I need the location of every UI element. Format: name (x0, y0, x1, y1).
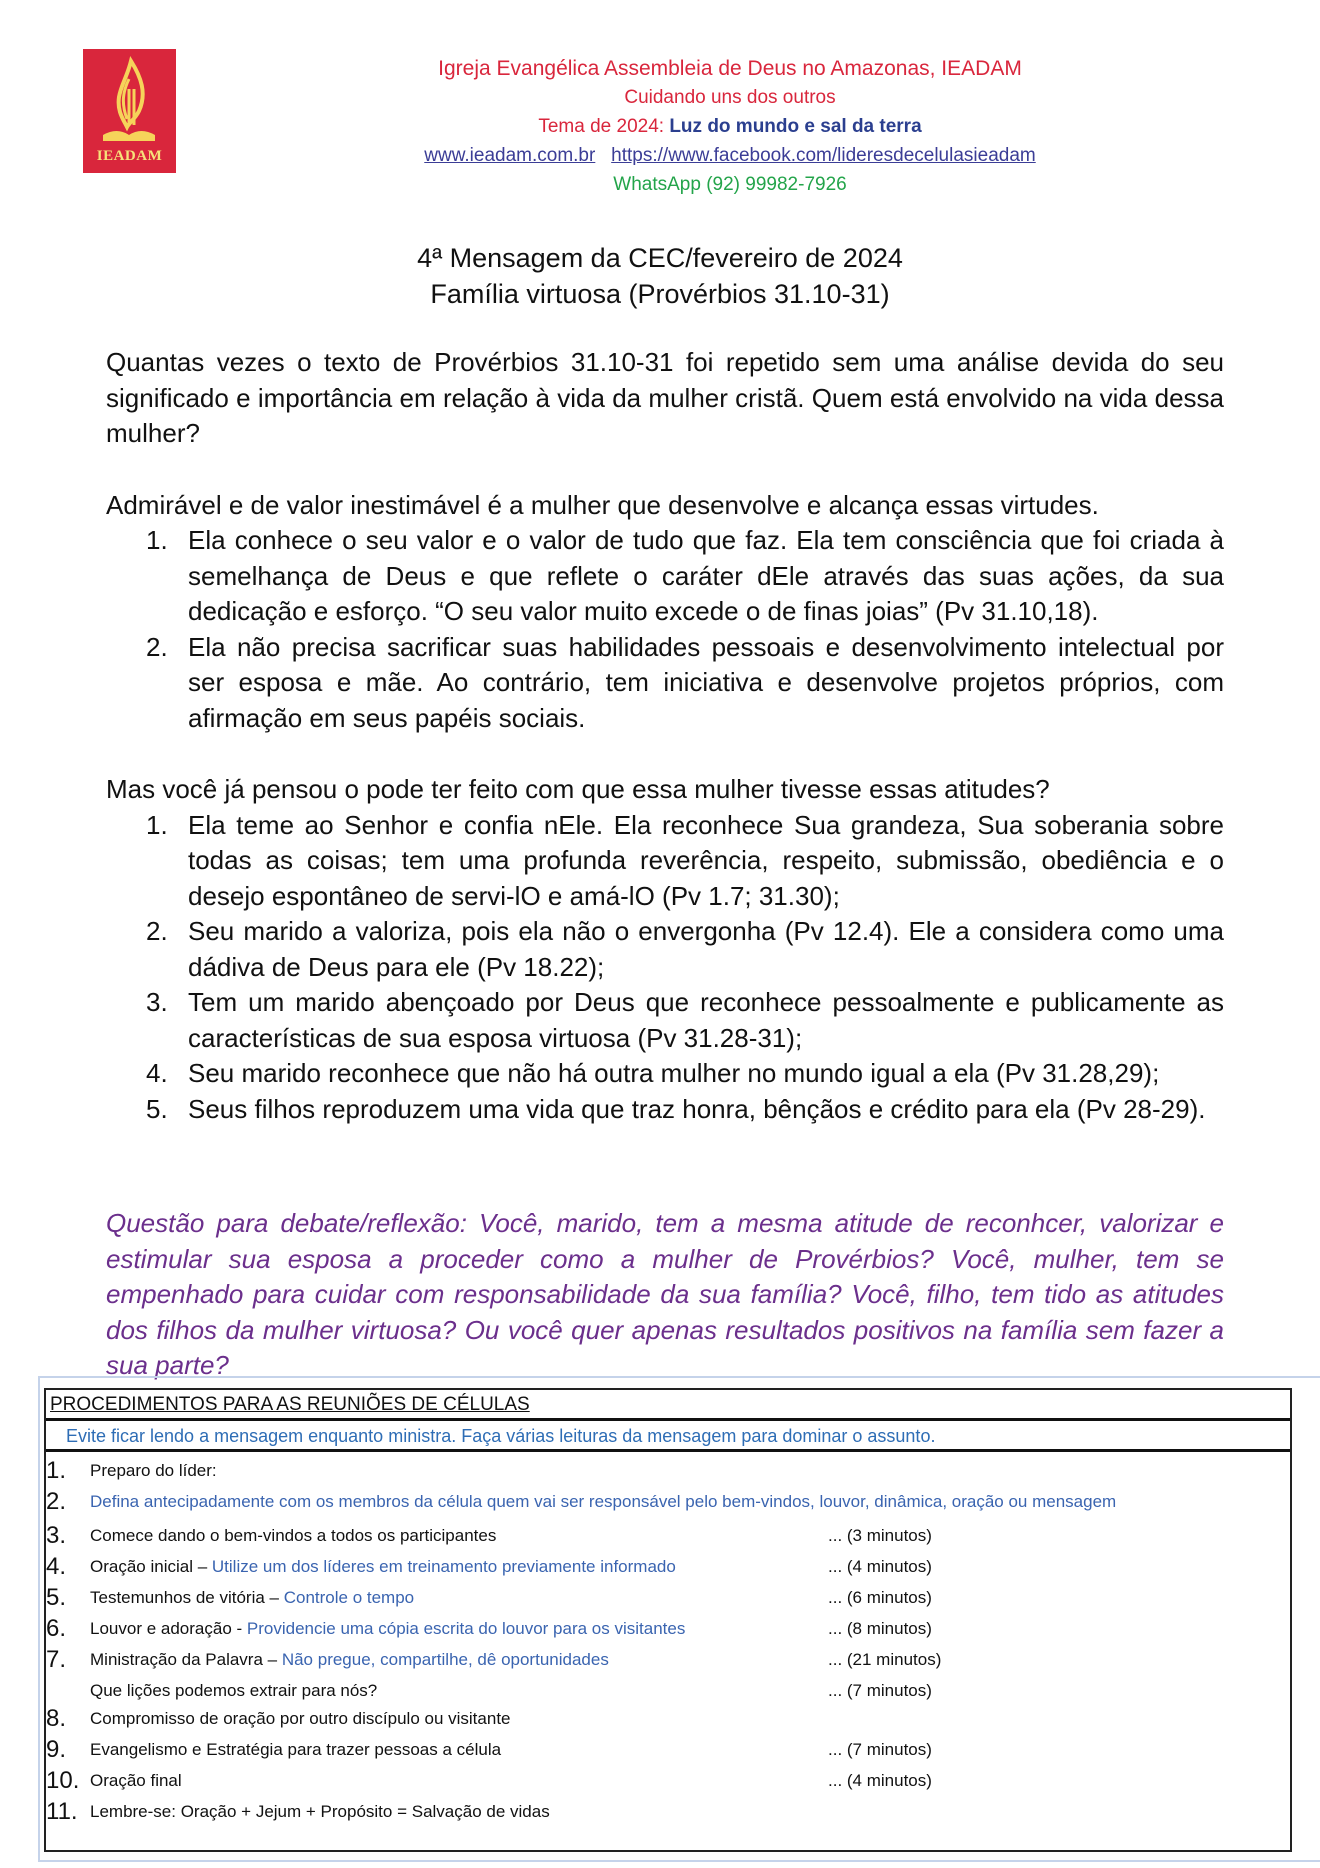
procedure-note: Utilize um dos líderes em treinamento previamente informado (211, 1557, 676, 1576)
procedure-row (46, 1734, 1290, 1765)
procedure-text (90, 1486, 1116, 1517)
procedure-note: Providencie uma cópia escrita do louvor para os visitantes (246, 1619, 686, 1638)
procedure-text (90, 1796, 550, 1827)
virtues-list (106, 523, 1224, 736)
procedure-duration: ... (21 minutos) (828, 1650, 942, 1669)
procedure-duration: ... (6 minutos) (828, 1588, 932, 1607)
procedure-label: Lembre-se: Oração + Jejum + Propósito = Salvação de vidas (90, 1802, 550, 1821)
procedure-label: Compromisso de oração por outro discípulo ou visitante (90, 1709, 511, 1728)
procedure-row (46, 1582, 1290, 1613)
message-body (106, 345, 1224, 1127)
intro-paragraph: Quantas vezes o texto de Provérbios 31.10-31 foi repetido sem uma análise devida do seu significado e importância em relação à vida da mulher cristã. Quem está envolvido na vida dessa mulher? (106, 347, 1224, 448)
procedure-number: 2. (46, 1488, 67, 1515)
procedure-number: 6. (46, 1615, 67, 1642)
procedure-note: Não pregue, compartilhe, dê oportunidades (281, 1650, 609, 1669)
motto: Cuidando uns dos outros (624, 87, 836, 108)
whatsapp-contact: WhatsApp (92) 99982-7926 (613, 174, 847, 195)
procedure-duration: ... (7 minutos) (828, 1681, 932, 1700)
list-item: 1. Ela conhece o seu valor e o valor de tudo que faz. Ela tem consciência que foi criada à semelhança de Deus e que reflete o caráter dEle através das suas ações, da sua dedicação e esforço. “O seu valor muito excede o de finas joias” (Pv 31.10,18). (146, 525, 1224, 626)
procedure-number: 9. (46, 1736, 67, 1763)
list-item: 4. Seu marido reconhece que não há outra mulher no mundo igual a ela (Pv 31.28,29); (146, 1058, 1160, 1088)
procedures-tip: Evite ficar lendo a mensagem enquanto ministra. Faça várias leituras da mensagem para dominar o assunto. (46, 1421, 1290, 1452)
links-line (230, 141, 1230, 170)
procedure-row (46, 1796, 1290, 1827)
procedure-row (46, 1703, 1290, 1734)
procedure-text (90, 1455, 217, 1486)
theme-label: Tema de 2024: (538, 116, 670, 137)
attitudes-list (106, 808, 1224, 1128)
message-title (0, 240, 1320, 312)
list-item: 3. Tem um marido abençoado por Deus que reconhece pessoalmente e publicamente as características de sua esposa virtuosa (Pv 31.28-31); (146, 987, 1224, 1053)
procedure-note: Controle o tempo (283, 1588, 415, 1607)
title-line-1: 4ª Mensagem da CEC/fevereiro de 2024 (417, 243, 903, 273)
section2-lead: Mas você já pensou o pode ter feito com que essa mulher tivesse essas atitudes? (106, 774, 1050, 804)
procedure-number: 4. (46, 1553, 67, 1580)
procedure-label: Evangelismo e Estratégia para trazer pessoas a célula (90, 1740, 502, 1759)
procedure-number: 7. (46, 1646, 67, 1673)
procedure-text (90, 1582, 414, 1613)
procedure-number: 11. (46, 1798, 78, 1825)
procedure-label: Que lições podemos extrair para nós? (90, 1681, 378, 1700)
procedure-row (46, 1644, 1290, 1675)
procedure-text (90, 1551, 676, 1582)
list-item: 5. Seus filhos reproduzem uma vida que traz honra, bênçãos e crédito para ela (Pv 28-29). (146, 1093, 1206, 1124)
facebook-link[interactable]: https://www.facebook.com/lideresdecelulasieadam (611, 145, 1036, 166)
procedure-text (90, 1675, 377, 1706)
theme-value: Luz do mundo e sal da terra (669, 116, 922, 137)
procedure-label: Comece dando o bem-vindos a todos os participantes (90, 1526, 497, 1545)
logo-text: IEADAM (96, 148, 163, 164)
procedures-box (44, 1388, 1292, 1852)
procedure-row (46, 1675, 1290, 1703)
procedure-duration: ... (8 minutos) (828, 1619, 932, 1638)
org-name: Igreja Evangélica Assembleia de Deus no Amazonas, IEADAM (438, 57, 1022, 80)
procedure-number: 3. (46, 1522, 67, 1549)
procedure-row (46, 1765, 1290, 1796)
procedure-number: 1. (46, 1457, 67, 1484)
list-item: 1. Ela teme ao Senhor e confia nEle. Ela reconhece Sua grandeza, Sua soberania sobre todas as coisas; tem uma profunda reverência, respeito, submissão, obediência e o desejo espontâneo de servi-lO e amá-lO (Pv 1.7; 31.30); (146, 809, 1224, 911)
procedure-number: 10. (46, 1767, 80, 1794)
procedure-duration: ... (3 minutos) (828, 1526, 932, 1545)
procedure-label: Oração inicial – (90, 1557, 212, 1576)
reflection-question: Questão para debate/reflexão: Você, marido, tem a mesma atitude de reconhcer, valorizar e estimular sua esposa a proceder como a mulher de Provérbios? Você, mulher, tem se empenhado para cuidar com responsabilidade da sua família? Você, filho, tem tido as atitudes dos filhos da mulher virtuosa? Ou você quer apenas resultados positivos na família sem fazer a sua parte? (106, 1208, 1224, 1380)
procedure-text (90, 1644, 609, 1675)
procedure-note: Defina antecipadamente com os membros da célula quem vai ser responsável pelo bem-vindos, louvor, dinâmica, oração ou mensagem (90, 1492, 1117, 1511)
procedure-row (46, 1455, 1290, 1486)
procedure-label: Preparo do líder: (90, 1461, 217, 1480)
procedure-label: Testemunhos de vitória – (90, 1588, 284, 1607)
list-item: 2. Seu marido a valoriza, pois ela não o envergonha (Pv 12.4). Ele a considera como uma dádiva de Deus para ele (Pv 18.22); (146, 916, 1224, 982)
procedure-text (90, 1765, 182, 1796)
procedure-duration: ... (7 minutos) (828, 1740, 932, 1759)
procedure-text (90, 1734, 501, 1765)
procedure-text (90, 1613, 685, 1644)
procedure-row (46, 1551, 1290, 1582)
procedure-text (90, 1703, 511, 1734)
procedure-label: Ministração da Palavra – (90, 1650, 282, 1669)
procedures-title: PROCEDIMENTOS PARA AS REUNIÕES DE CÉLULAS (46, 1390, 1290, 1421)
ieadam-logo (83, 49, 176, 173)
title-line-2: Família virtuosa (Provérbios 31.10-31) (430, 279, 890, 309)
procedure-duration: ... (4 minutos) (828, 1771, 932, 1790)
procedure-label: Louvor e adoração - (90, 1619, 247, 1638)
theme-line (230, 112, 1230, 141)
procedure-label: Oração final (90, 1771, 182, 1790)
letterhead (230, 54, 1230, 199)
procedure-row (46, 1486, 1290, 1520)
procedure-text (90, 1520, 496, 1551)
procedure-duration: ... (4 minutos) (828, 1557, 932, 1576)
list-item: 2. Ela não precisa sacrificar suas habilidades pessoais e desenvolvimento intelectual por ser esposa e mãe. Ao contrário, tem iniciativa e desenvolve projetos próprios, com afirmação em seus papéis sociais. (146, 631, 1224, 733)
procedure-row (46, 1520, 1290, 1551)
procedure-row (46, 1613, 1290, 1644)
procedure-number: 5. (46, 1584, 67, 1611)
section1-lead: Admirável e de valor inestimável é a mulher que desenvolve e alcança essas virtudes. (106, 489, 1099, 520)
site-link[interactable]: www.ieadam.com.br (424, 145, 596, 166)
procedures-list (46, 1452, 1290, 1827)
procedure-number: 8. (46, 1705, 67, 1732)
flame-bible-icon (83, 49, 176, 149)
